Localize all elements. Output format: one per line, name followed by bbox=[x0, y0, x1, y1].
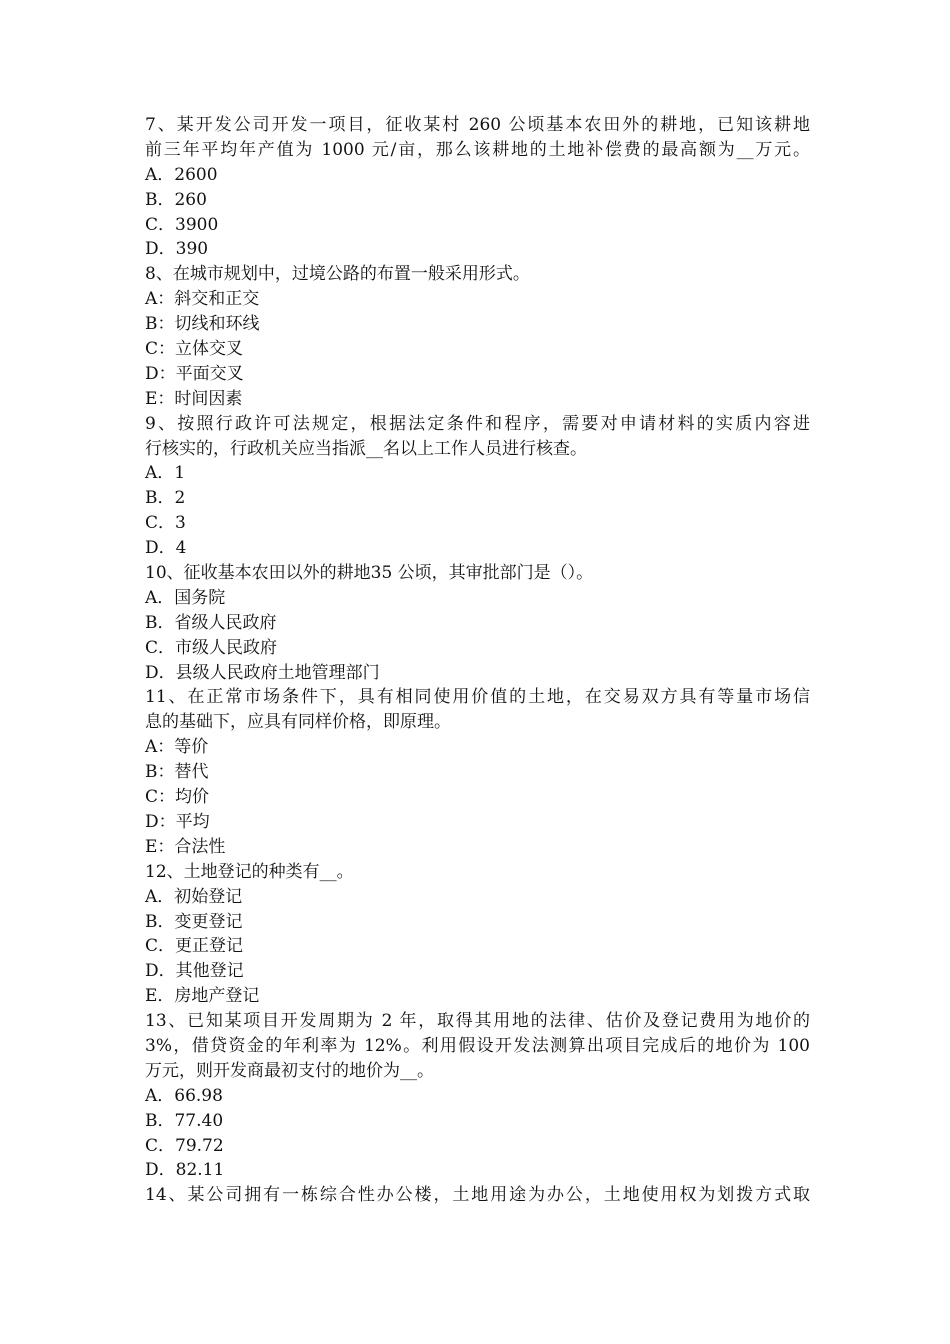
question-11-stem-line-2: 息的基础下，应具有同样价格，即原理。 bbox=[145, 712, 451, 733]
question-9-option-b: B．2 bbox=[145, 488, 186, 509]
question-9-option-d: D．4 bbox=[145, 538, 187, 559]
question-11-option-c: C：均价 bbox=[145, 787, 210, 808]
question-12-option-a: A．初始登记 bbox=[145, 886, 243, 907]
question-13-option-b: B．77.40 bbox=[145, 1110, 224, 1131]
question-12-option-b: B．变更登记 bbox=[145, 911, 243, 932]
question-12-option-c: C．更正登记 bbox=[145, 936, 244, 957]
question-11-option-e: E：合法性 bbox=[145, 836, 226, 857]
question-13-option-c: C．79.72 bbox=[145, 1135, 224, 1156]
question-9-stem-line-2: 行核实的，行政机关应当指派__名以上工作人员进行核查。 bbox=[145, 438, 587, 459]
question-8-option-b: B：切线和环线 bbox=[145, 314, 260, 335]
question-9-option-c: C．3 bbox=[145, 513, 186, 534]
question-13-stem-line-3: 万元，则开发商最初支付的地价为__。 bbox=[145, 1060, 434, 1081]
question-12-option-e: E．房地产登记 bbox=[145, 986, 260, 1007]
question-13-stem-line-1: 13、已知某项目开发周期为 2 年，取得其用地的法律、估价及登记费用为地价的 bbox=[145, 1011, 810, 1032]
document-body bbox=[145, 113, 810, 1208]
question-9-option-a: A．1 bbox=[145, 463, 186, 484]
question-7-stem-line-2: 前三年平均年产值为 1000 元/亩，那么该耕地的土地补偿费的最高额为__万元。 bbox=[145, 139, 810, 160]
question-9-stem-line-1: 9、按照行政许可法规定，根据法定条件和程序，需要对申请材料的实质内容进 bbox=[145, 413, 810, 434]
question-13-stem-line-2: 3%，借贷资金的年利率为 12%。利用假设开发法测算出项目完成后的地价为 100 bbox=[145, 1035, 810, 1056]
question-10-option-a: A．国务院 bbox=[145, 587, 226, 608]
question-7-option-c: C．3900 bbox=[145, 214, 219, 235]
question-7-option-d: D．390 bbox=[145, 239, 209, 260]
question-11-option-d: D：平均 bbox=[145, 811, 210, 832]
question-12-option-d: D．其他登记 bbox=[145, 961, 244, 982]
question-7-option-a: A．2600 bbox=[145, 164, 218, 185]
question-8-stem: 8、在城市规划中，过境公路的布置一般采用形式。 bbox=[145, 264, 530, 285]
question-7-stem-line-1: 7、某开发公司开发一项目，征收某村 260 公顷基本农田外的耕地，已知该耕地 bbox=[145, 115, 810, 135]
question-8-option-a: A：斜交和正交 bbox=[145, 289, 260, 310]
question-14-stem-line-1: 14、某公司拥有一栋综合性办公楼，土地用途为办公，土地使用权为划拨方式取 bbox=[145, 1185, 810, 1206]
question-8-option-c: C：立体交叉 bbox=[145, 339, 244, 360]
question-10-stem: 10、征收基本农田以外的耕地35 公顷，其审批部门是（）。 bbox=[145, 563, 594, 584]
question-13-option-d: D．82.11 bbox=[145, 1160, 225, 1181]
question-10-option-c: C．市级人民政府 bbox=[145, 637, 278, 658]
question-12-stem: 12、土地登记的种类有__。 bbox=[145, 861, 354, 882]
question-10-option-d: D．县级人民政府土地管理部门 bbox=[145, 662, 380, 683]
question-8-option-d: D：平面交叉 bbox=[145, 363, 244, 384]
question-13-option-a: A．66.98 bbox=[145, 1085, 223, 1106]
question-8-option-e: E：时间因素 bbox=[145, 388, 243, 409]
question-10-option-b: B．省级人民政府 bbox=[145, 612, 277, 633]
question-11-option-b: B：替代 bbox=[145, 762, 209, 783]
question-7-option-b: B．260 bbox=[145, 189, 207, 210]
question-11-stem-line-1: 11、在正常市场条件下，具有相同使用价值的土地，在交易双方具有等量市场信 bbox=[145, 687, 810, 708]
question-11-option-a: A：等价 bbox=[145, 737, 209, 758]
